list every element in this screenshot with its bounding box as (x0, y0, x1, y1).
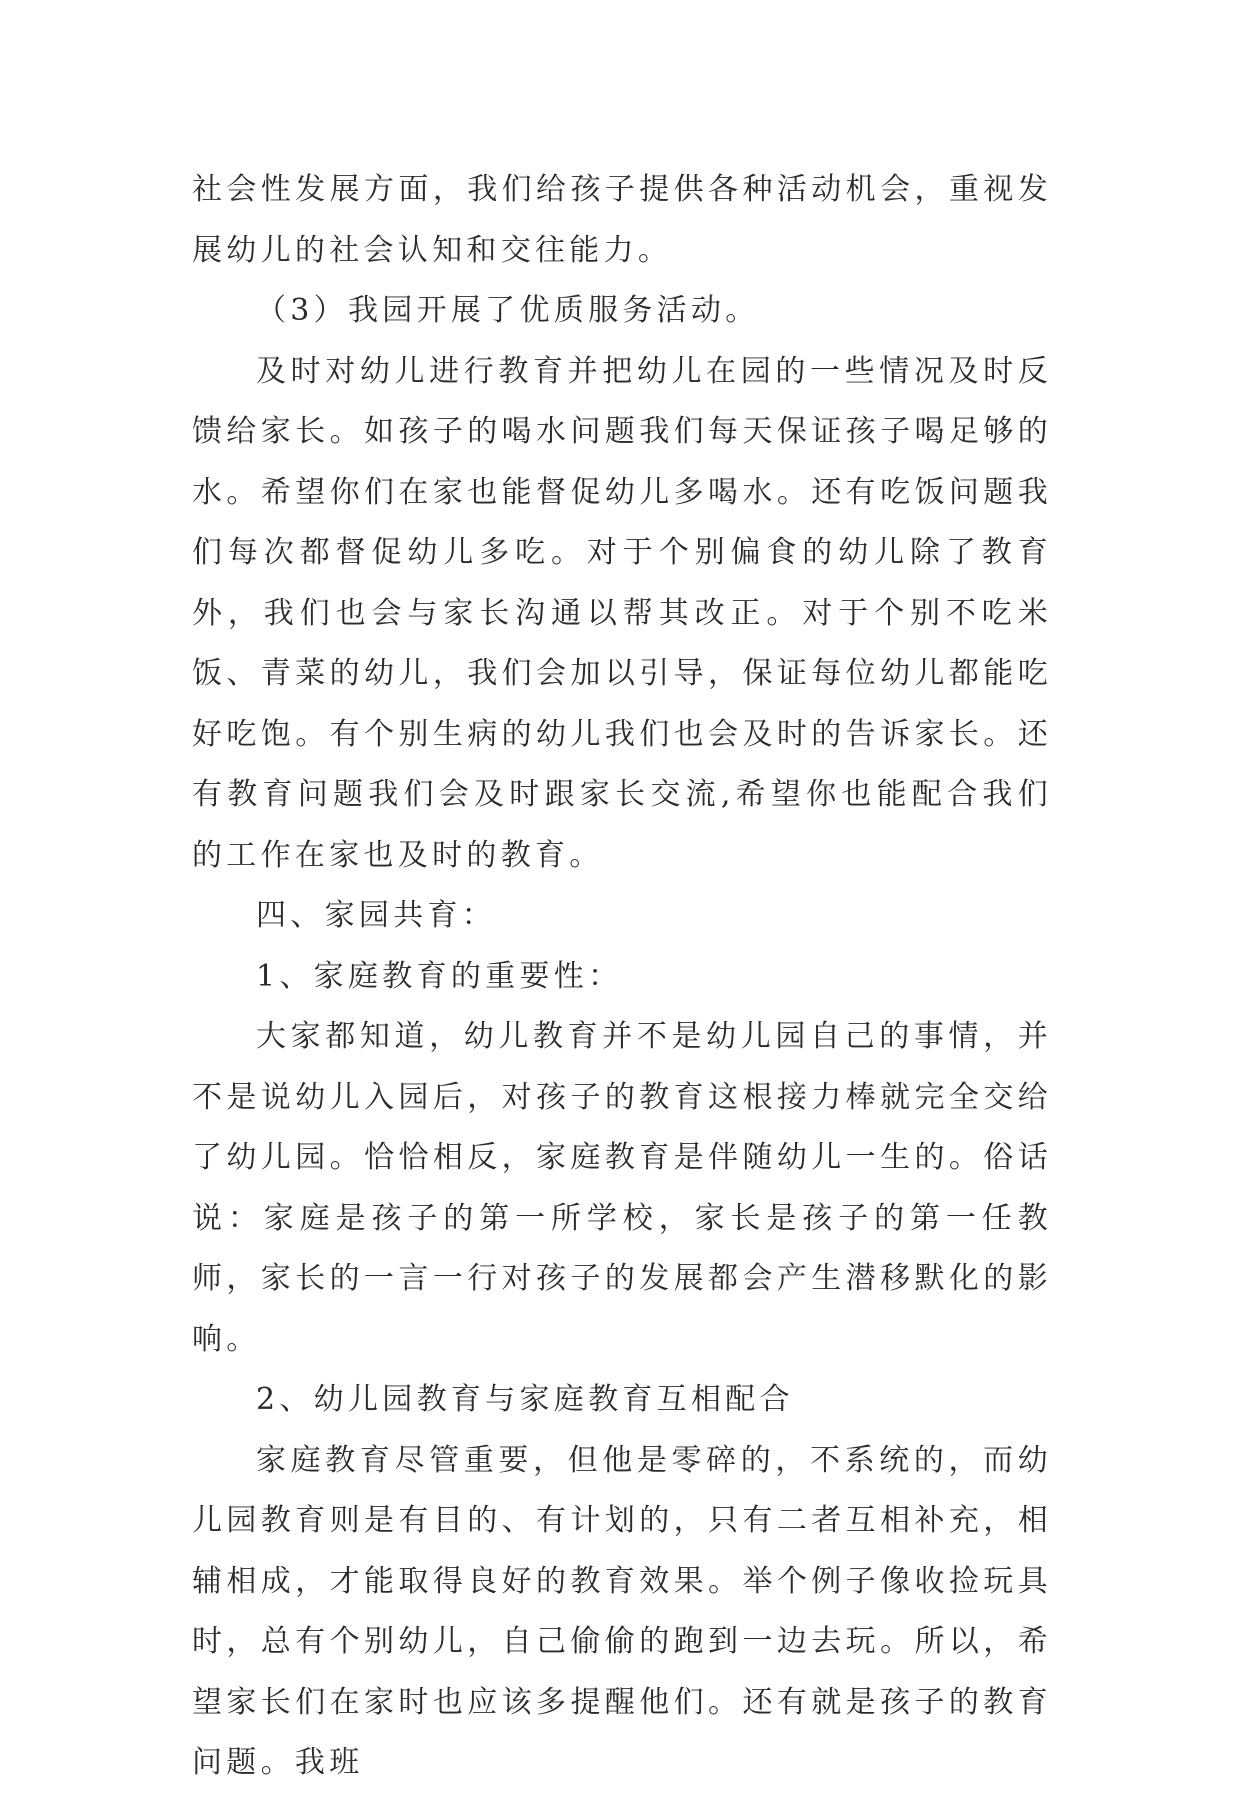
heading-cooperation: 2、幼儿园教育与家庭教育互相配合 (256, 1382, 794, 1417)
paragraph-cooperation: 家庭教育尽管重要，但他是零碎的，不系统的，而幼儿园教育则是有目的、有计划的，只有二者互相补充，相辅相成，才能取得良好的教育效果。举个例子像收捡玩具时，总有个别幼儿，自己偷偷的跑到一边去玩。所以，希望家长们在家时也应该多提醒他们。还有就是孩子的教育问题。我班 (192, 1442, 1052, 1780)
paragraph-feedback-to-parents: 及时对幼儿进行教育并把幼儿在园的一些情况及时反馈给家长。如孩子的喝水问题我们每天保证孩子喝足够的水。希望你们在家也能督促幼儿多喝水。还有吃饭问题我们每次都督促幼儿多吃。对于个别偏食的幼儿除了教育外，我们也会与家长沟通以帮其改正。对于个别不吃米饭、青菜的幼儿，我们会加以引导，保证每位幼儿都能吃好吃饱。有个别生病的幼儿我们也会及时的告诉家长。还有教育问题我们会及时跟家长交流,希望你也能配合我们的工作在家也及时的教育。 (192, 353, 1052, 873)
heading-family-education-importance: 1、家庭教育的重要性： (256, 958, 623, 994)
heading-home-school-coeducation: 四、家园共育： (256, 898, 497, 933)
paragraph-social-development: 社会性发展方面，我们给孩子提供各种活动机会，重视发展幼儿的社会认知和交往能力。 (192, 172, 1052, 268)
heading-quality-service: （3）我园开展了优质服务活动。 (256, 293, 760, 328)
document-body (192, 160, 1052, 1794)
paragraph-family-education: 大家都知道，幼儿教育并不是幼儿园自己的事情，并不是说幼儿入园后，对孩子的教育这根接力棒就完全交给了幼儿园。恰恰相反，家庭教育是伴随幼儿一生的。俗话说：家庭是孩子的第一所学校，家长是孩子的第一任教师，家长的一言一行对孩子的发展都会产生潜移默化的影响。 (192, 1019, 1052, 1357)
